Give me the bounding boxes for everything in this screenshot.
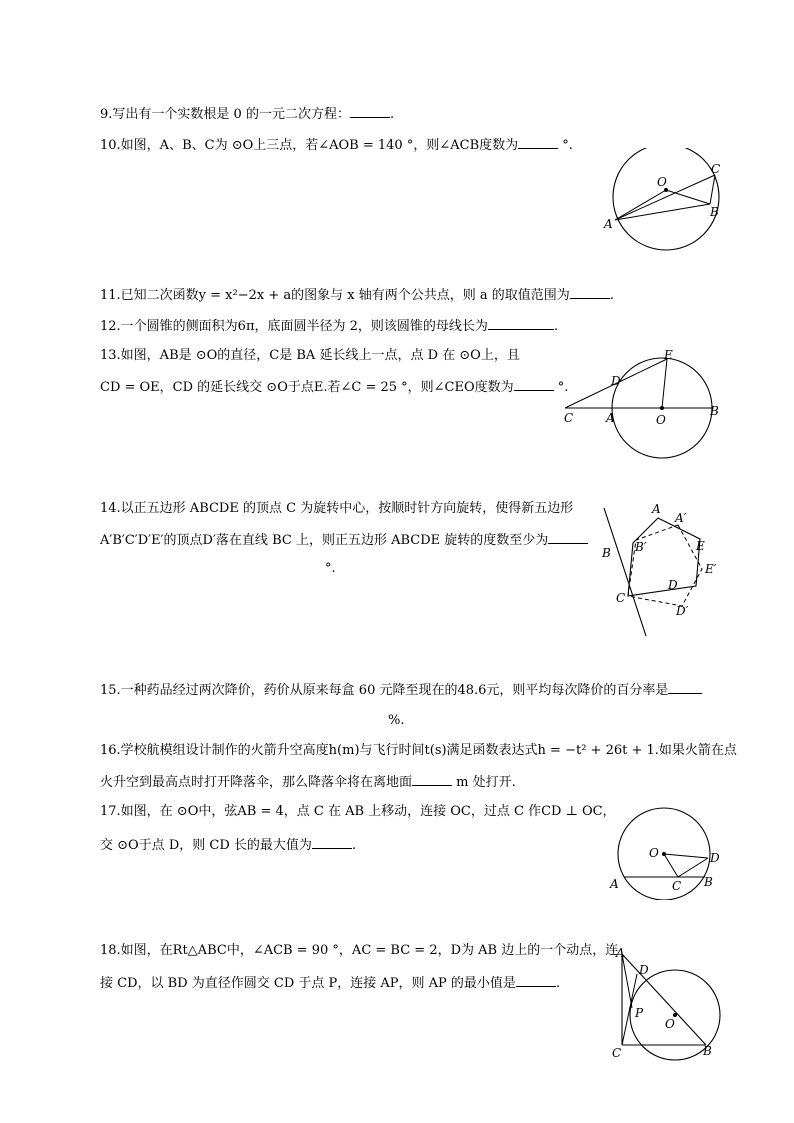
q10-label-a: A — [604, 217, 613, 231]
q18-label-p: P — [635, 1006, 644, 1020]
q17-label-o: O — [649, 846, 659, 860]
q17-answer-blank — [312, 835, 352, 849]
question-18-line-1 — [100, 942, 618, 960]
q15-line-2-text: %. — [388, 713, 405, 728]
question-11 — [100, 285, 614, 305]
q17-label-c: C — [672, 879, 682, 893]
q18-label-b: B — [703, 1044, 712, 1058]
q14-label-a: A — [652, 502, 661, 516]
q14-label-b: B — [602, 546, 611, 560]
question-17-line-1 — [100, 803, 616, 821]
q13-line-1-text: 13.如图，AB是 ⊙O的直径，C是 BA 延长线上一点，点 D 在 ⊙O上，且 — [100, 348, 520, 363]
question-14-line-2 — [100, 530, 588, 550]
question-18-line-2 — [100, 973, 560, 993]
q16-line-2-text: 火升空到最高点时打开降落伞，那么降落伞将在离地面 — [100, 775, 413, 790]
q18-answer-blank — [516, 973, 556, 987]
question-10 — [100, 135, 573, 155]
question-12 — [100, 316, 558, 336]
q18-label-c: C — [612, 1046, 622, 1060]
question-15-line-2 — [388, 712, 405, 730]
q17-line-1-text: 17.如图，在 ⊙O中，弦AB = 4，点 C 在 AB 上移动，连接 OC，过点 C 作CD ⊥ OC， — [100, 804, 616, 819]
q14-line-1-text: 14.以正五边形 ABCDE 的顶点 C 为旋转中心，按顺时针方向旋转，使得新五边形 — [100, 501, 574, 516]
question-16-line-1 — [100, 742, 737, 760]
q18-line-2-text: 接 CD，以 BD 为直径作圆交 CD 于点 P，连接 AP，则 AP 的最小值是 — [100, 976, 516, 991]
q13-label-b: B — [710, 404, 719, 418]
q12-text: 12.一个圆锥的侧面积为6π，底面圆半径为 2，则该圆锥的母线长为 — [100, 319, 488, 334]
q13-label-c: C — [564, 411, 574, 425]
q18-label-o: O — [665, 1017, 675, 1031]
q9-text: 9.写出有一个实数根是 0 的一元二次方程： — [100, 107, 350, 122]
q13-end: °. — [553, 380, 569, 395]
question-15-line-1 — [100, 680, 702, 700]
q14-label-b-prime: B′ — [635, 540, 647, 554]
q14-line-2-text: A′B′C′D′E′的顶点D′落在直线 BC 上，则正五边形 ABCDE 旋转的度数至少为 — [100, 533, 549, 548]
q17-line-2-text: 交 ⊙O于点 D，则 CD 长的最大值为 — [100, 838, 312, 853]
q10-text: 10.如图，A、B、C为 ⊙O上三点，若∠AOB = 140 °，则∠ACB度数为 — [100, 138, 519, 153]
q14-label-d-prime: D′ — [676, 604, 689, 618]
q17-circle-figure — [602, 800, 730, 900]
q14-label-e-prime: E′ — [705, 562, 717, 576]
q12-end: . — [553, 319, 559, 334]
q14-label-d: D — [668, 578, 678, 592]
q14-label-a-prime: A′ — [675, 511, 687, 525]
q17-label-b: B — [704, 875, 713, 889]
q10-end: °. — [558, 138, 573, 153]
q15-line-1-text: 15.一种药品经过两次降价，药价从原来每盒 60 元降至现在的48.6元，则平均每次降价的百分率是 — [100, 683, 669, 698]
question-17-line-2 — [100, 835, 356, 855]
q16-line-2-end: m 处打开. — [452, 775, 516, 790]
q14-line-3-text: °. — [325, 561, 336, 576]
q13-line-2-text: CD = OE，CD 的延长线交 ⊙O于点E.若∠C = 25 °，则∠CEO度数为 — [100, 380, 514, 395]
q13-label-a: A — [606, 411, 615, 425]
q14-answer-blank — [548, 530, 588, 544]
q16-line-1-text: 16.学校航模组设计制作的火箭升空高度h(m)与飞行时间t(s)满足函数表达式h = −t² + 26t + 1.如果火箭在点 — [100, 743, 737, 758]
q18-line-1-text: 18.如图，在Rt△ABC中，∠ACB = 90 °，AC = BC = 2，D为 AB 边上的一个动点，连 — [100, 943, 619, 958]
q17-label-a: A — [610, 877, 619, 891]
q9-answer-blank — [350, 104, 390, 118]
q18-triangle-circle-figure — [605, 940, 730, 1065]
question-13-line-2 — [100, 377, 568, 397]
q10-label-b: B — [710, 205, 719, 219]
q10-circle-figure — [598, 148, 730, 260]
q14-label-c: C — [616, 591, 626, 605]
q14-pentagon-figure — [596, 498, 730, 643]
q13-label-d: D — [611, 374, 621, 388]
q11-end: . — [609, 288, 614, 303]
q10-label-o: O — [657, 175, 667, 189]
q11-text: 11.已知二次函数y = x²−2x + a的图象与 x 轴有两个公共点，则 a 的取值范围为 — [100, 288, 570, 303]
q12-answer-blank — [488, 316, 554, 330]
q13-label-e: E — [664, 348, 673, 362]
q13-label-o: O — [656, 413, 666, 427]
q13-answer-blank — [514, 377, 554, 391]
q10-label-c: C — [711, 162, 721, 176]
q14-label-e: E — [696, 539, 705, 553]
q17-end: . — [351, 838, 357, 853]
q11-answer-blank — [570, 285, 610, 299]
question-16-line-2 — [100, 772, 516, 792]
q18-label-d: D — [639, 963, 649, 977]
q16-answer-blank — [412, 772, 452, 786]
q13-circle-figure — [560, 345, 730, 460]
q9-end: . — [389, 107, 395, 122]
question-13-line-1 — [100, 347, 520, 365]
question-9 — [100, 104, 394, 124]
question-14-line-1 — [100, 500, 573, 518]
q17-label-d: D — [710, 851, 720, 865]
q18-label-a: A — [616, 946, 625, 960]
q15-answer-blank — [668, 680, 702, 694]
q18-end: . — [555, 976, 561, 991]
q10-answer-blank — [518, 135, 558, 149]
question-14-line-3 — [325, 560, 336, 578]
